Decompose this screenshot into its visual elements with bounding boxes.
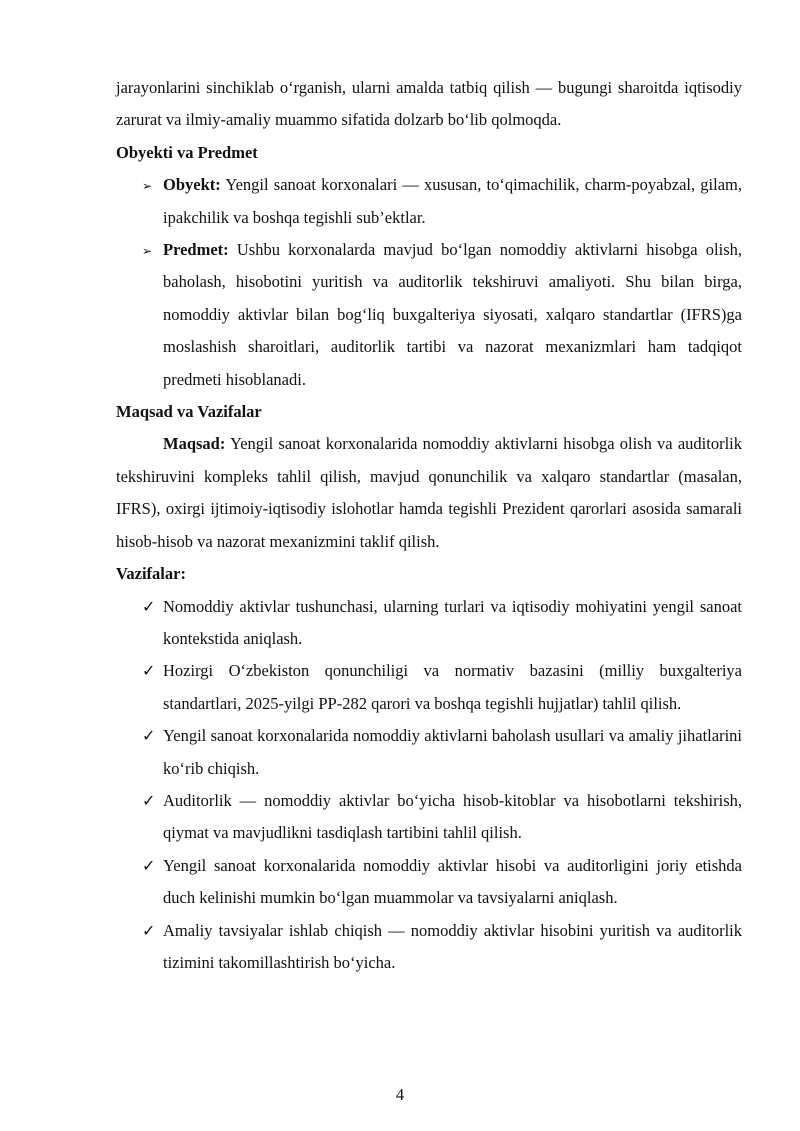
task-text: Yengil sanoat korxonalarida nomoddiy aktivlar hisobi va auditorligini joriy etishda duch kelinishi mumkin bo‘lgan muammolar va tavsiyalarni aniqlash. [163, 855, 742, 908]
list-item [116, 915, 742, 980]
check-bullet-icon: ✓ [142, 855, 156, 875]
purpose-paragraph [116, 428, 742, 558]
tasks-heading: Vazifalar: [116, 564, 186, 584]
task-text: Nomoddiy aktivlar tushunchasi, ularning turlari va iqtisodiy mohiyatini yengil sanoat kontekstida aniqlash. [163, 596, 742, 648]
list-item [116, 591, 742, 656]
list-item [116, 655, 742, 720]
task-text: Amaliy tavsiyalar ishlab chiqish — nomoddiy aktivlar hisobini yuritish va auditorlik tizimini takomillashtirish bo‘yicha. [163, 920, 742, 972]
list-item [116, 169, 742, 234]
check-bullet-icon: ✓ [142, 726, 156, 746]
tasks-list [116, 591, 742, 980]
goals-heading: Maqsad va Vazifalar [116, 402, 262, 422]
document-page [116, 72, 742, 979]
task-text: Hozirgi O‘zbekiston qonunchiligi va normativ bazasini (milliy buxgalteriya standartlari, 2025-yilgi PP-282 qarori va boshqa tegishli hujjatlar) tahlil qilish. [163, 661, 742, 713]
arrow-bullet-icon: ➢ [142, 244, 153, 259]
check-bullet-icon: ✓ [142, 790, 156, 810]
object-text: Yengil sanoat korxonalari — xususan, to‘qimachilik, charm-poyabzal, gilam, ipakchilik va boshqa tegishli sub’ektlar. [163, 175, 742, 227]
list-item [116, 720, 742, 785]
object-label: Obyekt: [163, 175, 221, 195]
arrow-bullet-icon: ➢ [142, 179, 153, 194]
purpose-label: Maqsad: [163, 434, 226, 454]
list-item [116, 785, 742, 850]
intro-paragraph: jarayonlarini sinchiklab o‘rganish, ularni amalda tatbiq qilish — bugungi sharoitda iqtisodiy zarurat va ilmiy-amaliy muammo sifatida dolzarb bo‘lib qolmoqda. [116, 78, 742, 130]
list-item [116, 850, 742, 915]
object-subject-heading: Obyekti va Predmet [116, 142, 258, 162]
task-text: Auditorlik — nomoddiy aktivlar bo‘yicha hisob-kitoblar va hisobotlarni tekshirish, qiymat va mavjudlikni tasdiqlash tartibini tahlil qilish. [163, 790, 742, 843]
purpose-text: Yengil sanoat korxonalarida nomoddiy aktivlarni hisobga olish va auditorlik tekshiruvini kompleks tahlil qilish, mavjud qonunchilik va xalqaro standartlar (masalan, IFRS), oxirgi ijtimoiy-iqtisodiy islohotlar hamda tegishli Prezident qarorlari asosida samarali hisob-hisob va nazorat mexanizmini taklif qilish. [116, 434, 742, 551]
page-number: 4 [395, 1085, 405, 1104]
subject-label: Predmet: [163, 240, 229, 260]
list-item [116, 234, 742, 396]
object-subject-list [116, 169, 742, 396]
subject-text: Ushbu korxonalarda mavjud bo‘lgan nomoddiy aktivlarni hisobga olish, baholash, hisobotini yuritish va auditorlik tekshiruvi amaliyoti. Shu bilan birga, nomoddiy aktivlar bilan bog‘liq buxgalteriya siyosati, xalqaro standartlar (IFRS)ga moslashish sharoitlari, auditorlik tartibi va nazorat mexanizmlari ham tadqiqot predmeti hisoblanadi. [163, 240, 742, 389]
check-bullet-icon: ✓ [142, 596, 156, 616]
task-text: Yengil sanoat korxonalarida nomoddiy aktivlarni baholash usullari va amaliy jihatlarini ko‘rib chiqish. [163, 726, 742, 778]
check-bullet-icon: ✓ [142, 920, 156, 940]
check-bullet-icon: ✓ [142, 661, 156, 681]
